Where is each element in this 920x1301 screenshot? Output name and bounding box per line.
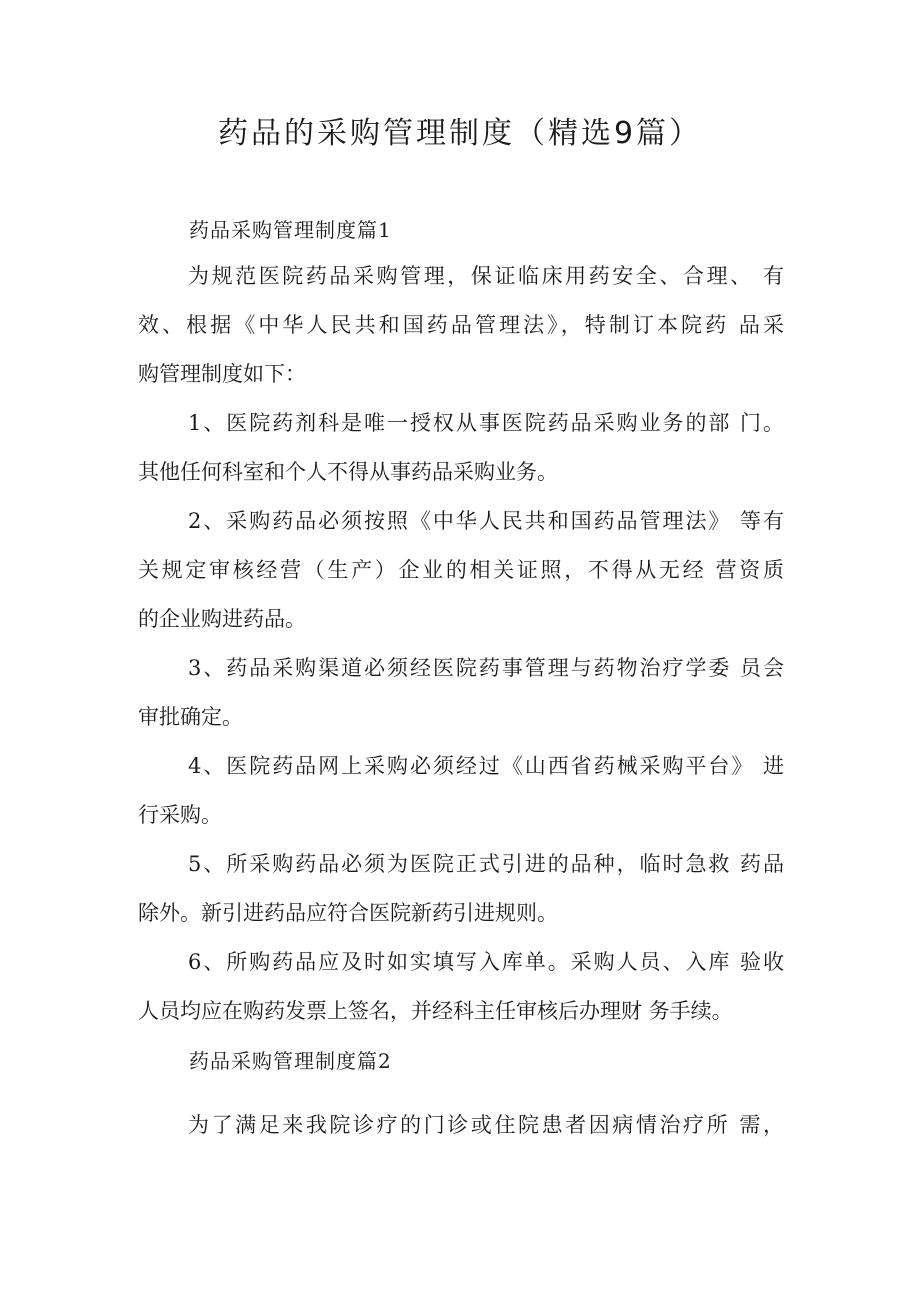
paragraph-line: 人员均应在购药发票上签名，并经科主任审核后办理财 务手续。 <box>138 999 733 1023</box>
paragraph-line: 关规定审核经营（生产）企业的相关证照，不得从无经 营资质 <box>138 558 784 582</box>
paragraph-line: 购管理制度如下： <box>138 362 306 386</box>
paragraph-line: 2、采购药品必须按照《中华人民共和国药品管理法》 等有 <box>188 509 784 533</box>
section-heading-2: 药品采购管理制度篇2 <box>189 1049 392 1073</box>
clause-4 <box>138 742 784 840</box>
clause-3 <box>138 644 784 742</box>
paragraph-line: 5、所采购药品必须为医院正式引进的品种，临时急救 药品 <box>188 852 784 876</box>
paragraph-line: 其他任何科室和个人不得从事药品采购业务。 <box>138 460 558 484</box>
paragraph-line: 行采购。 <box>138 803 222 827</box>
section-heading-1: 药品采购管理制度篇1 <box>189 218 392 242</box>
paragraph-line: 6、所购药品应及时如实填写入库单。采购人员、入库 验收 <box>188 950 784 974</box>
clause-6 <box>138 938 784 1036</box>
paragraph-line: 为了满足来我院诊疗的门诊或住院患者因病情治疗所 需， <box>188 1113 784 1137</box>
paragraph-line: 的企业购进药品。 <box>138 607 306 631</box>
paragraph-line: 为规范医院药品采购管理，保证临床用药安全、合理、 有 <box>188 264 784 288</box>
intro-paragraph-2 <box>138 1101 784 1150</box>
paragraph-line: 除外。新引进药品应符合医院新药引进规则。 <box>138 901 558 925</box>
paragraph-line: 4、医院药品网上采购必须经过《山西省药械采购平台》 进 <box>188 754 784 778</box>
paragraph-line: 1、医院药剂科是唯一授权从事医院药品采购业务的部 门。 <box>188 411 784 435</box>
paragraph-line: 审批确定。 <box>138 705 243 729</box>
intro-paragraph-1 <box>138 252 784 399</box>
clause-2 <box>138 497 784 644</box>
paragraph-line: 3、药品采购渠道必须经医院药事管理与药物治疗学委 员会 <box>188 656 784 680</box>
clause-1 <box>138 399 784 497</box>
clause-5 <box>138 840 784 938</box>
document-title: 药品的采购管理制度（精选9篇） <box>217 116 703 151</box>
paragraph-line: 效、根据《中华人民共和国药品管理法》，特制订本院药 品采 <box>138 313 784 337</box>
